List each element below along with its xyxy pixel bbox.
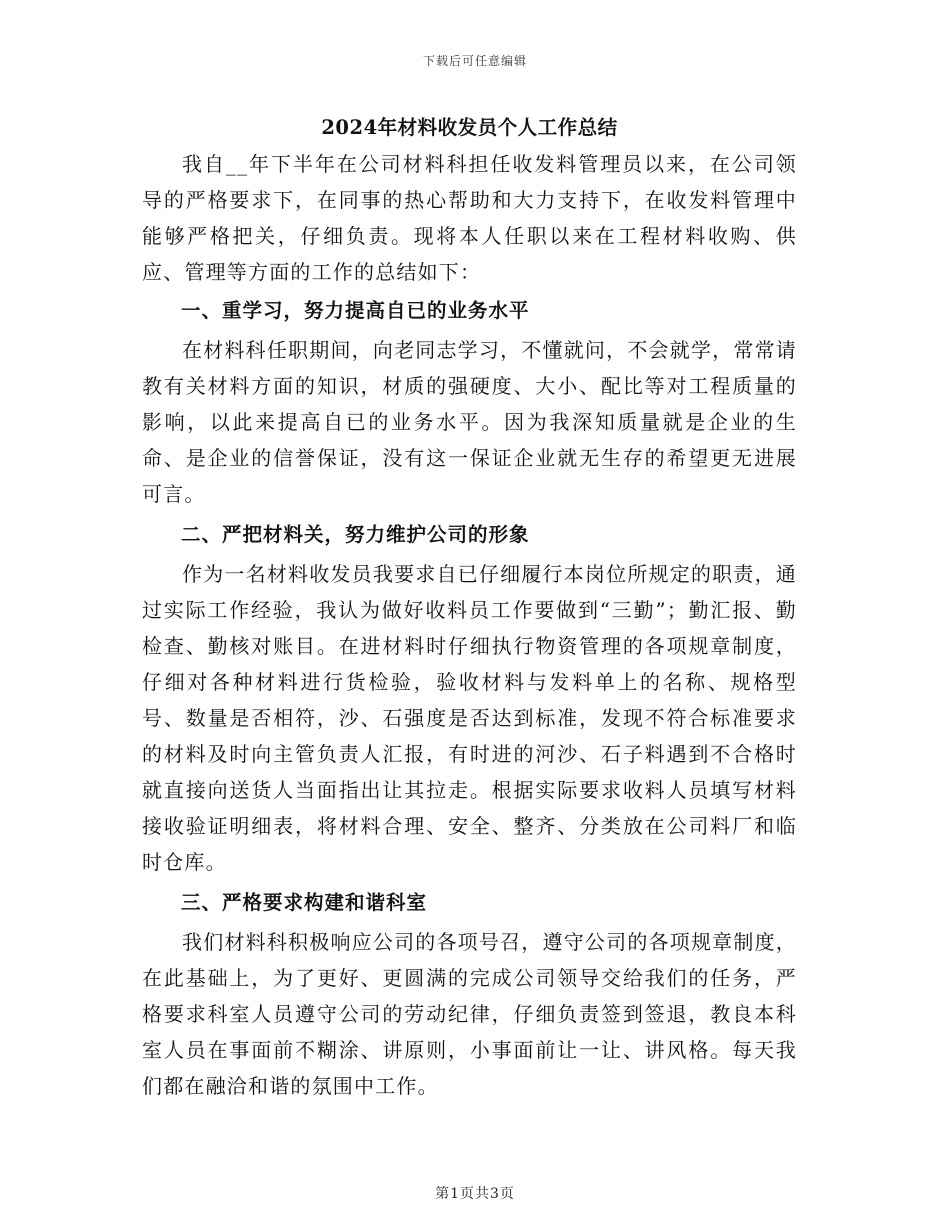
document-body: [142, 112, 797, 1104]
section-2-heading: 二、严把材料关，努力维护公司的形象: [181, 523, 530, 546]
section-1-heading: 一、重学习，努力提高自已的业务水平: [181, 299, 530, 322]
section-2-paragraph: 作为一名材料收发员我要求自已仔细履行本岗位所规定的职责，通过实际工作经验，我认为做好收料员工作要做到“三勤”；勤汇报、勤检查、勤核对账目。在进材料时仔细执行物资管理的各项规章制度，仔细对各种材料进行货检验，验收材料与发料单上的名称、规格型号、数量是否相符，沙、石强度是否达到标准，发现不符合标准要求的材料及时向主管负责人汇报，有时进的河沙、石子料遇到不合格时就直接向送货人当面指出让其拉走。根据实际要求收料人员填写材料接收验证明细表，将材料合理、安全、整齐、分类放在公司料厂和临时仓库。: [142, 562, 797, 874]
section-3-heading: 三、严格要求构建和谐科室: [181, 891, 428, 914]
header-note: 下载后可任意编辑: [422, 54, 527, 68]
section-3-paragraph: 我们材料科积极响应公司的各项号召，遵守公司的各项规章制度，在此基础上，为了更好、更圆满的完成公司领导交给我们的任务，严格要求科室人员遵守公司的劳动纪律，仔细负责签到签退，教良本科室人员在事面前不糊涂、讲原则，小事面前让一让、讲风格。每天我们都在融洽和谐的氛围中工作。: [142, 930, 797, 1098]
page-footer: 第1页共3页: [435, 1186, 515, 1202]
intro-paragraph: 我自__年下半年在公司材料科担任收发料管理员以来，在公司领导的严格要求下，在同事的热心帮助和大力支持下，在收发料管理中能够严格把关，仔细负责。现将本人任职以来在工程材料收购、供应、管理等方面的工作的总结如下：: [142, 152, 797, 284]
section-1-paragraph: 在材料科任职期间，向老同志学习，不懂就问，不会就学，常常请教有关材料方面的知识，材质的强硬度、大小、配比等对工程质量的影响，以此来提高自已的业务水平。因为我深知质量就是企业的生命、是企业的信誉保证，没有这一保证企业就无生存的希望更无进展可言。: [142, 338, 797, 506]
document-title: 2024年材料收发员个人工作总结: [321, 116, 618, 139]
